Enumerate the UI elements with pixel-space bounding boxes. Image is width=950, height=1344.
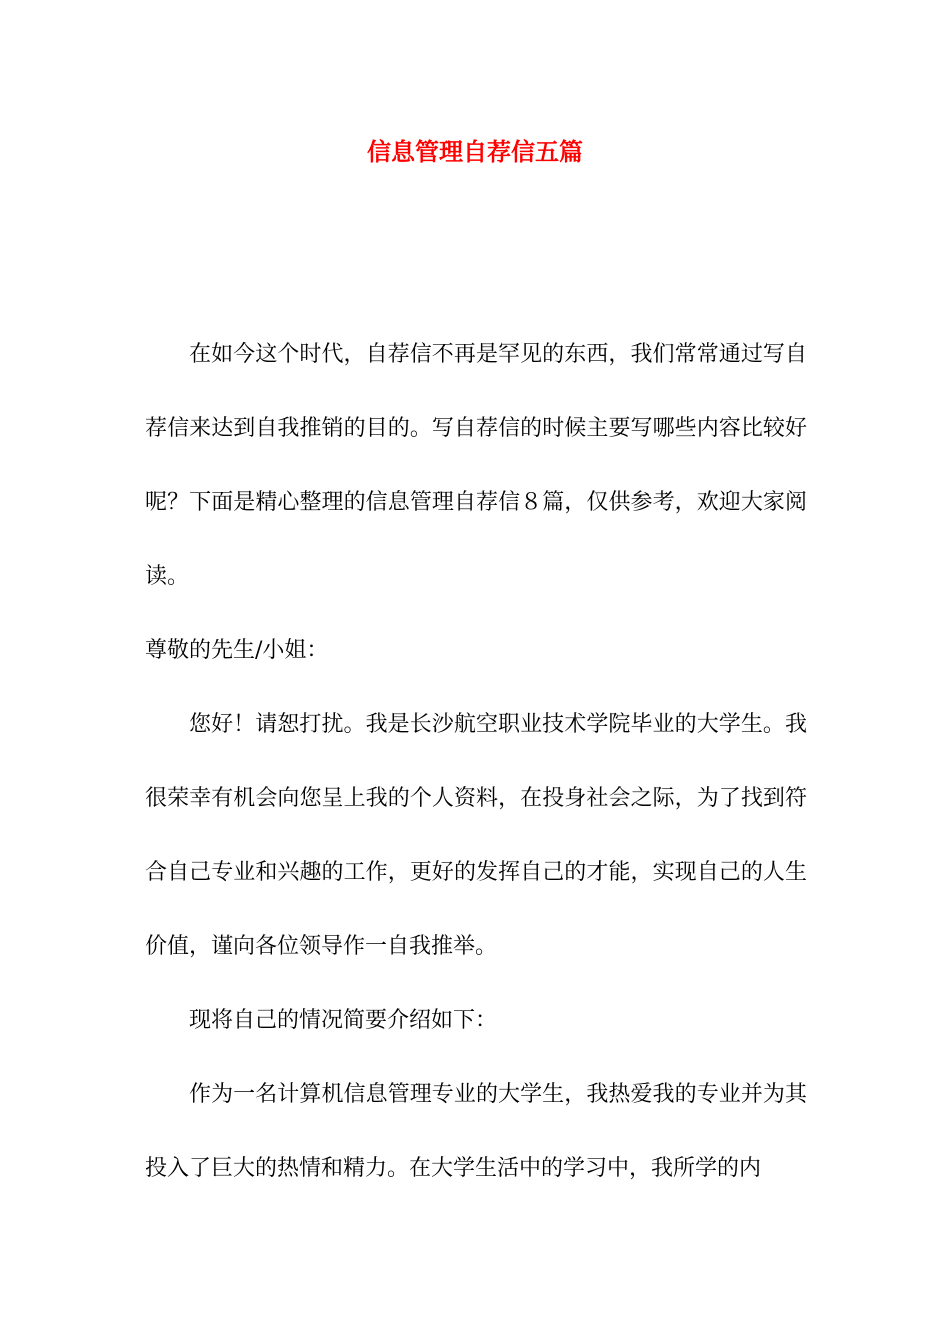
paragraph-overview: 现将自己的情况简要介绍如下： [189, 1008, 498, 1033]
paragraph-salutation: 尊敬的先生/小姐： [145, 638, 329, 663]
document-body [145, 318, 807, 1206]
paragraph-greeting: 您好！请恕打扰。我是长沙航空职业技术学院毕业的大学生。我很荣幸有机会向您呈上我的个人资料，在投身社会之际，为了找到符合自己专业和兴趣的工作，更好的发挥自己的才能，实现自己的人生价值，谨向各位领导作一自我推举。 [145, 712, 807, 959]
paragraph-intro: 在如今这个时代，自荐信不再是罕见的东西，我们常常通过写自荐信来达到自我推销的目的。写自荐信的时候主要写哪些内容比较好呢？下面是精心整理的信息管理自荐信８篇，仅供参考，欢迎大家阅读。 [145, 342, 807, 589]
document-title: 信息管理自荐信五篇 [367, 138, 583, 166]
paragraph-major: 作为一名计算机信息管理专业的大学生，我热爱我的专业并为其投入了巨大的热情和精力。在大学生活中的学习中，我所学的内 [145, 1082, 807, 1181]
